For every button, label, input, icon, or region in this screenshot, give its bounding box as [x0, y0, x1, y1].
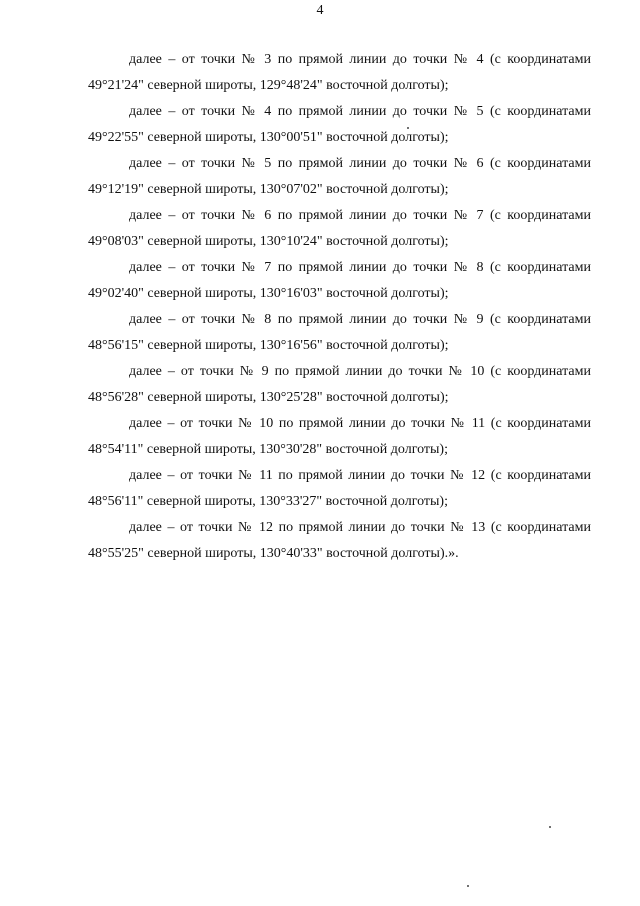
- document-body: [88, 47, 591, 567]
- paragraph-point-5-to-6: далее – от точки № 5 по прямой линии до точки № 6 (с координатами 49°12'19" северной широты, 130°07'02" восточной долготы);: [88, 156, 591, 197]
- paragraph-point-3-to-4: далее – от точки № 3 по прямой линии до точки № 4 (с координатами 49°21'24" северной широты, 129°48'24" восточной долготы);: [88, 52, 591, 93]
- scan-speck: [549, 826, 551, 828]
- paragraph-point-11-to-12: далее – от точки № 11 по прямой линии до точки № 12 (с координатами 48°56'11" северной широты, 130°33'27" восточной долготы);: [88, 468, 591, 509]
- scan-speck: [407, 127, 409, 129]
- paragraph-point-9-to-10: далее – от точки № 9 по прямой линии до точки № 10 (с координатами 48°56'28" северной широты, 130°25'28" восточной долготы);: [88, 364, 591, 405]
- paragraph-point-10-to-11: далее – от точки № 10 по прямой линии до точки № 11 (с координатами 48°54'11" северной широты, 130°30'28" восточной долготы);: [88, 416, 591, 457]
- paragraph-point-4-to-5: далее – от точки № 4 по прямой линии до точки № 5 (с координатами 49°22'55" северной широты, 130°00'51" восточной долготы);: [88, 104, 591, 145]
- paragraph-point-8-to-9: далее – от точки № 8 по прямой линии до точки № 9 (с координатами 48°56'15" северной широты, 130°16'56" восточной долготы);: [88, 312, 591, 353]
- scan-speck: [467, 885, 469, 887]
- paragraph-point-12-to-13: далее – от точки № 12 по прямой линии до точки № 13 (с координатами 48°55'25" северной широты, 130°40'33" восточной долготы).».: [88, 520, 591, 561]
- paragraph-point-7-to-8: далее – от точки № 7 по прямой линии до точки № 8 (с координатами 49°02'40" северной широты, 130°16'03" восточной долготы);: [88, 260, 591, 301]
- paragraph-point-6-to-7: далее – от точки № 6 по прямой линии до точки № 7 (с координатами 49°08'03" северной широты, 130°10'24" восточной долготы);: [88, 208, 591, 249]
- page-number: 4: [316, 3, 324, 18]
